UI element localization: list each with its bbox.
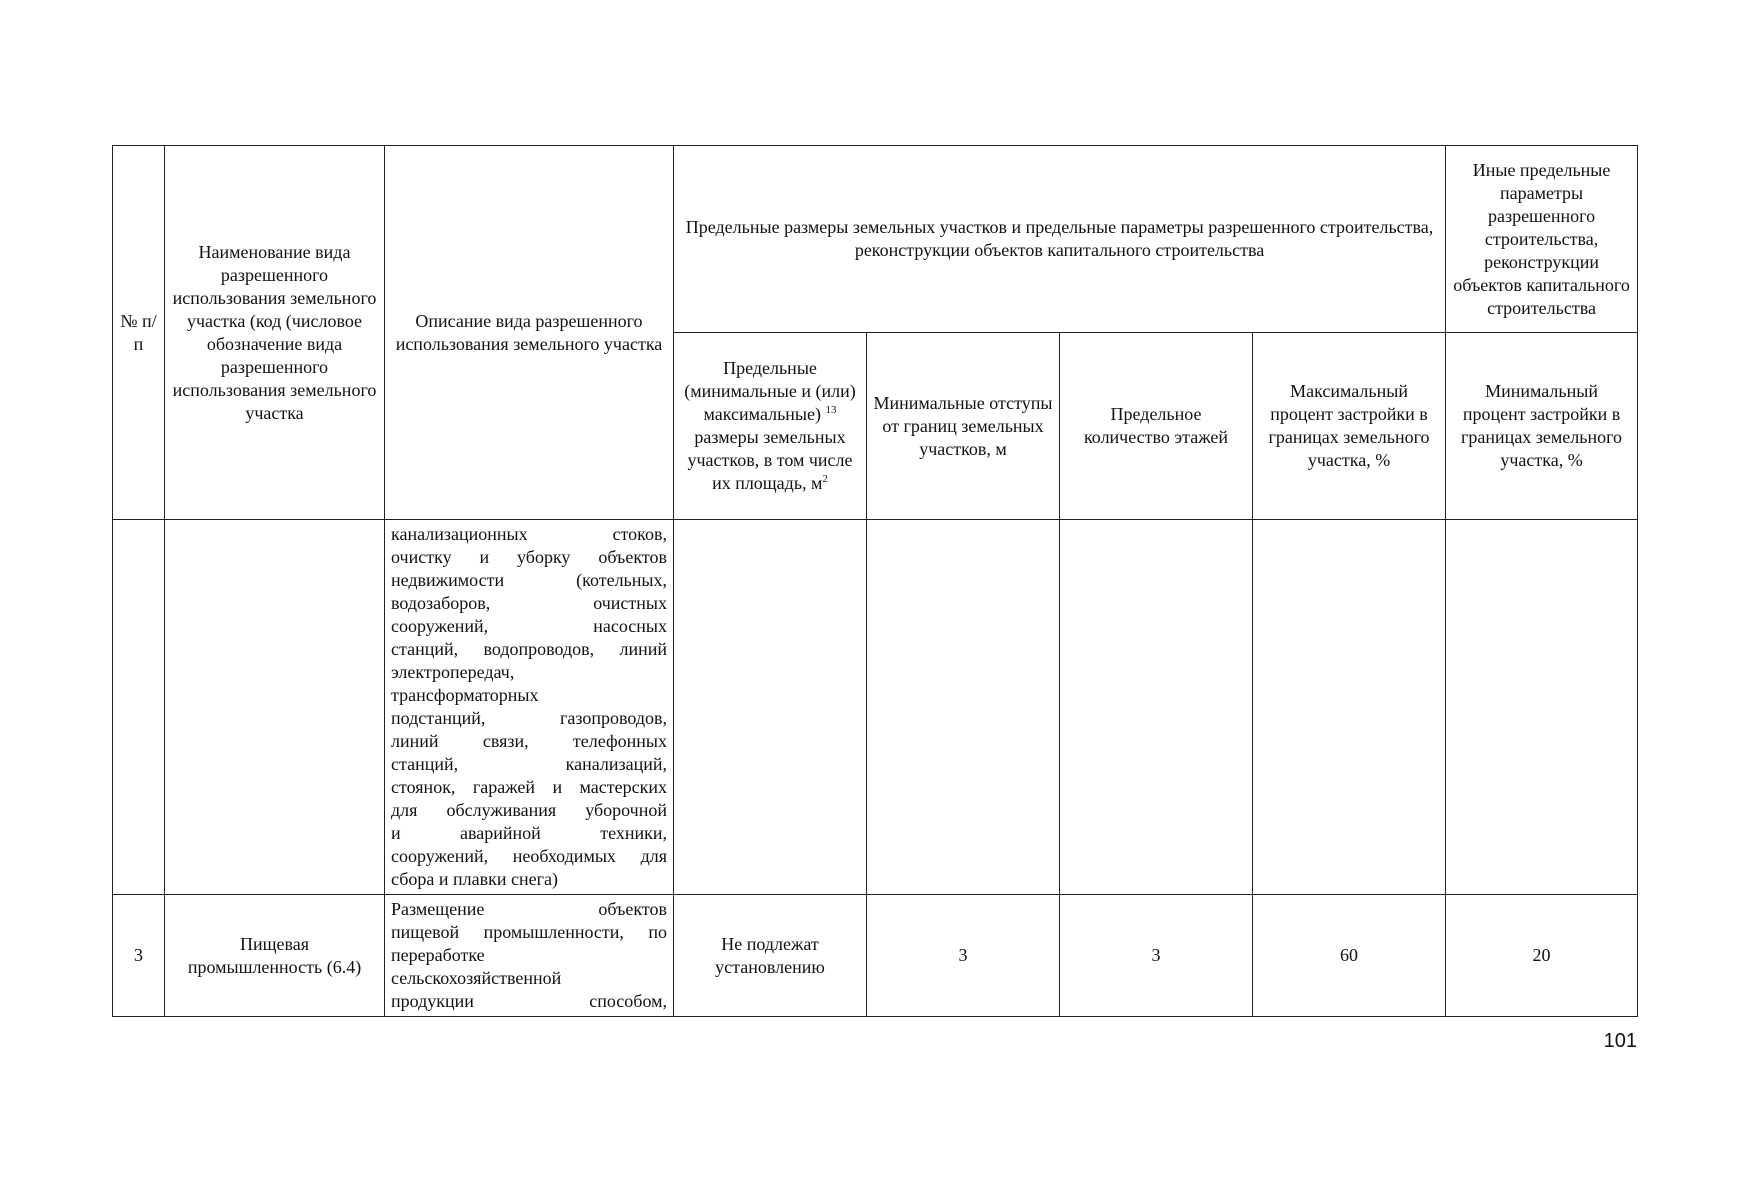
header-plot-sizes [674,333,867,520]
footnote-ref: 13 [825,404,837,416]
cell-empty [1060,520,1253,895]
cell-floors: 3 [1060,895,1253,1017]
header-use-name: Наименование вида разрешенного использования земельного участка (код (числовое обозначение вида разрешенного использования земельного участка [165,146,385,520]
cell-use-description: Размещение объектов пищевой промышленности, по переработке сельскохозяйственной продукции способом, [385,895,674,1017]
cell-setbacks: 3 [867,895,1060,1017]
cell-empty [674,520,867,895]
cell-description-continuation: канализационных стоков, очистку и уборку объектов недвижимости (котельных, водозаборов, очистных сооружений, насосных станций, водопроводов, линий электропередач, трансформаторных подстанций, газопроводов, линий связи, телефонных станций, канализаций, стоянок, гаражей и мастерских для обслуживания уборочной и аварийной техники, сооружений, необходимых для сбора и плавки снега) [385,520,674,895]
header-setbacks: Минимальные отступы от границ земельных участков, м [867,333,1060,520]
header-use-description: Описание вида разрешенного использования земельного участка [385,146,674,520]
header-limits-group: Предельные размеры земельных участков и предельные параметры разрешенного строительства, реконструкции объектов капитального строительства [674,146,1446,333]
header-other-parameters: Иные предельные параметры разрешенного строительства, реконструкции объектов капитального строительства [1446,146,1638,333]
cell-min-percent: 20 [1446,895,1638,1017]
table-row [113,520,1638,895]
cell-plot-sizes: Не подлежат установлению [674,895,867,1017]
unit-superscript: 2 [822,473,828,485]
header-max-percent: Максимальный процент застройки в границах земельного участка, % [1253,333,1446,520]
header-min-percent: Минимальный процент застройки в границах земельного участка, % [1446,333,1638,520]
cell-number-empty [113,520,165,895]
cell-number: 3 [113,895,165,1017]
header-plot-sizes-post: размеры земельных участков, в том числе их площадь, м [687,427,853,493]
cell-empty [1253,520,1446,895]
cell-max-percent: 60 [1253,895,1446,1017]
header-plot-sizes-pre: Предельные (минимальные и (или) максимальные) [684,358,856,424]
page-number: 101 [1603,1030,1637,1052]
cell-empty [867,520,1060,895]
zoning-parameters-table [112,145,1638,1017]
header-number: № п/п [113,146,165,520]
table-row [113,895,1638,1017]
header-floors: Предельное количество этажей [1060,333,1253,520]
cell-use-name: Пищевая промышленность (6.4) [165,895,385,1017]
cell-name-empty [165,520,385,895]
cell-empty [1446,520,1638,895]
